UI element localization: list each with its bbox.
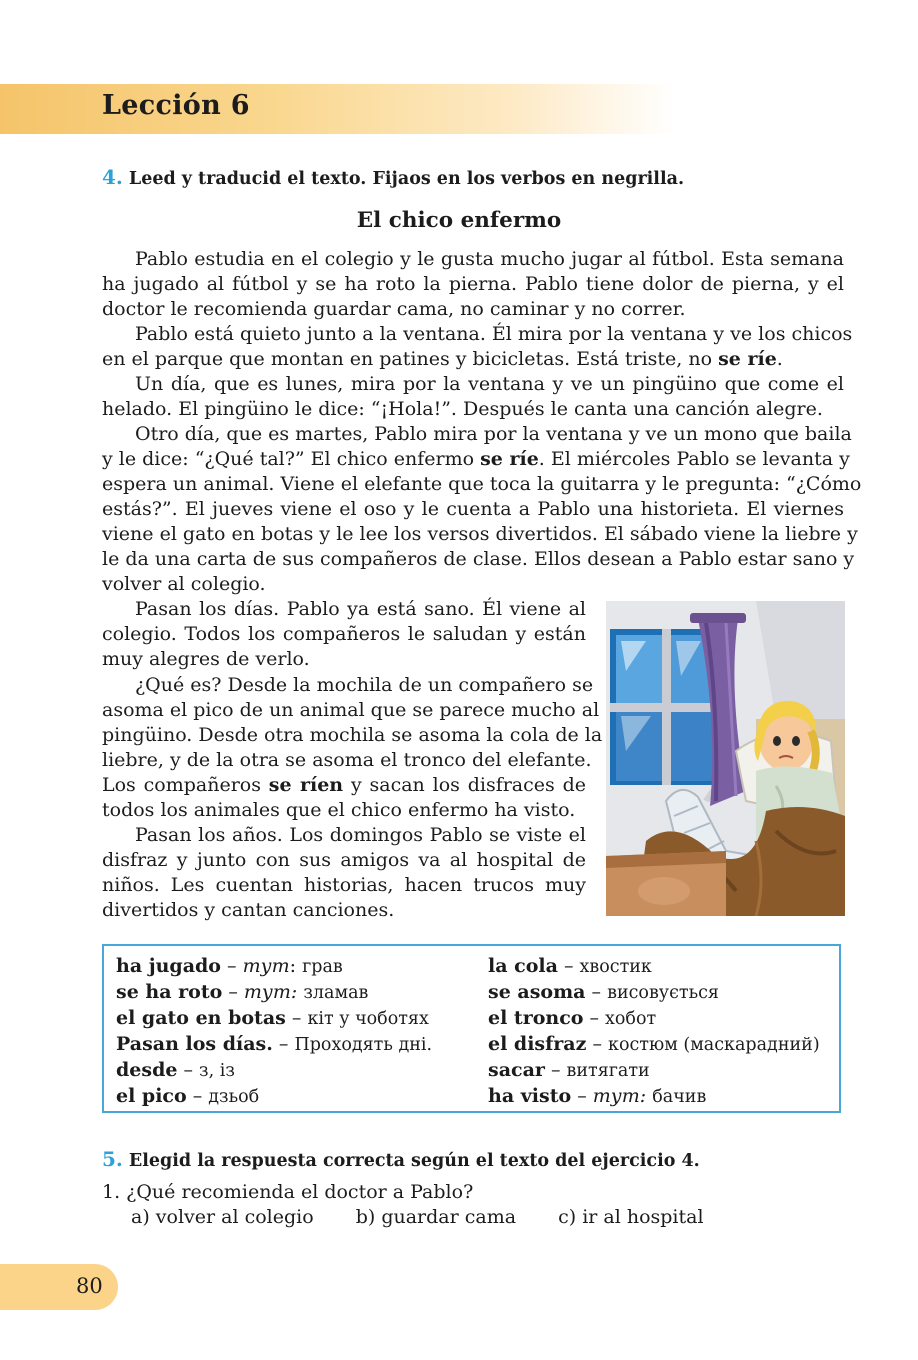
text-line: [102, 347, 844, 372]
text-run: Los compañeros: [102, 774, 269, 796]
text-line: [102, 447, 850, 472]
text-line: Un día, que es lunes, mira por la ventana y ve un pingüino que come el: [135, 373, 844, 395]
vocabulary-entry: [488, 1084, 820, 1110]
exercise-number: 5.: [102, 1147, 123, 1171]
vocabulary-term: el gato en botas: [116, 1007, 286, 1029]
vocabulary-translation: витягати: [566, 1061, 650, 1081]
vocabulary-term: desde: [116, 1059, 178, 1081]
vocabulary-entry: [488, 1006, 820, 1032]
text-line: todos los animales que el chico enfermo ha visto.: [102, 799, 576, 821]
usage-note: тут: [242, 955, 290, 977]
separator: –: [583, 1007, 606, 1029]
vocabulary-translation: кіт у чоботях: [307, 1009, 429, 1029]
answer-option-b: b) guardar cama: [355, 1206, 517, 1228]
vocabulary-term: ha visto: [488, 1085, 572, 1107]
answer-option-a: a) volver al colegio: [131, 1206, 314, 1228]
story-paragraph: [102, 673, 603, 823]
vocabulary-column-right: [488, 954, 820, 1110]
text-line: disfraz y junto con sus amigos va al hospital de: [102, 849, 586, 871]
vocabulary-translation: грав: [302, 957, 343, 977]
text-line: colegio. Todos los compañeros le saludan y están: [102, 623, 586, 645]
vocabulary-term: la cola: [488, 955, 558, 977]
vocabulary-term: el tronco: [488, 1007, 584, 1029]
vocabulary-term: el disfraz: [488, 1033, 587, 1055]
answer-options: [131, 1206, 740, 1228]
text-line: le da una carta de sus compañeros de clase. Ellos desean a Pablo estar sano y: [102, 548, 855, 570]
vocabulary-term: Pasan los días.: [116, 1033, 273, 1055]
vocabulary-entry: [488, 980, 820, 1006]
vocabulary-entry: [488, 1032, 820, 1058]
answer-option-c: c) ir al hospital: [558, 1206, 704, 1228]
vocabulary-term: sacar: [488, 1059, 545, 1081]
vocabulary-translation: з, із: [199, 1061, 235, 1081]
story-paragraph: [102, 372, 844, 422]
story-paragraph: [102, 597, 586, 672]
question-1: 1. ¿Qué recomienda el doctor a Pablo?: [102, 1181, 474, 1203]
text-line: pingüino. Desde otra mochila se asoma la cola de la: [102, 724, 603, 746]
page-number: 80: [76, 1274, 103, 1298]
text-line: muy alegres de verlo.: [102, 648, 310, 670]
vocabulary-translation: хобот: [605, 1009, 657, 1029]
text-line: Pablo está quieto junto a la ventana. Él mira por la ventana y ve los chicos: [135, 323, 853, 345]
text-line: divertidos y cantan canciones.: [102, 899, 395, 921]
vocabulary-entry: [116, 1006, 432, 1032]
separator: –: [285, 1007, 308, 1029]
separator: –: [544, 1059, 567, 1081]
vocabulary-translation: бачив: [652, 1087, 707, 1107]
vocabulary-term: se ha roto: [116, 981, 223, 1003]
text-line: estás?”. El jueves viene el oso y le cuenta a Pablo una historieta. El viernes: [102, 498, 844, 520]
story-paragraph: [102, 322, 853, 372]
bold-verb: se ríen: [268, 774, 344, 796]
usage-note: тут:: [592, 1085, 647, 1107]
vocabulary-translation: зламав: [303, 983, 369, 1003]
text-line: [102, 773, 586, 798]
separator: –: [186, 1085, 209, 1107]
separator: –: [585, 981, 608, 1003]
vocabulary-column-left: [116, 954, 432, 1110]
text-run: . El miércoles Pablo se levanta y: [538, 448, 850, 470]
text-line: volver al colegio.: [102, 573, 266, 595]
vocabulary-entry: [116, 954, 432, 980]
vocabulary-translation: костюм (маскарадний): [608, 1035, 820, 1055]
vocabulary-translation: Проходять дні.: [294, 1035, 433, 1055]
vocabulary-term: se asoma: [488, 981, 586, 1003]
text-line: ¿Qué es? Desde la mochila de un compañero se: [135, 674, 594, 696]
vocabulary-entry: [116, 980, 432, 1006]
separator: –: [586, 1033, 608, 1055]
vocabulary-entry: [116, 1032, 432, 1058]
bold-verb: se ríe: [718, 348, 777, 370]
text-run: y sacan los disfraces de: [343, 774, 586, 796]
vocabulary-term: el pico: [116, 1085, 187, 1107]
text-line: helado. El pingüino le dice: “¡Hola!”. Después le canta una canción alegre.: [102, 398, 823, 420]
bold-verb: se ríe: [480, 448, 539, 470]
lesson-title: Lección 6: [102, 90, 250, 121]
separator: –: [177, 1059, 200, 1081]
text-line: liebre, y de la otra se asoma el tronco del elefante.: [102, 749, 592, 771]
text-line: ha jugado al fútbol y se ha roto la pierna. Pablo tiene dolor de pierna, y el: [102, 273, 844, 295]
exercise-number: 4.: [102, 165, 123, 189]
text-run: .: [776, 348, 783, 370]
text-line: Otro día, que es martes, Pablo mira por la ventana y ve un mono que baila: [135, 423, 852, 445]
vocabulary-entry: [116, 1058, 432, 1084]
separator: –: [272, 1033, 295, 1055]
text-line: Pablo estudia en el colegio y le gusta mucho jugar al fútbol. Esta semana: [135, 248, 844, 270]
text-run: en el parque que montan en patines y bicicletas. Está triste, no: [102, 348, 719, 370]
separator: –: [571, 1085, 593, 1107]
text-run: y le dice: “¿Qué tal?” El chico enfermo: [102, 448, 481, 470]
text-line: Pasan los años. Los domingos Pablo se viste el: [135, 824, 586, 846]
story-paragraph: [102, 422, 862, 597]
vocabulary-entry: [488, 1058, 820, 1084]
text-line: asoma el pico de un animal que se parece mucho al: [102, 699, 600, 721]
story-title: El chico enfermo: [356, 208, 562, 233]
story-paragraph: [102, 823, 586, 923]
text-line: espera un animal. Viene el elefante que toca la guitarra y le pregunta: “¿Cómo: [102, 473, 862, 495]
separator: –: [222, 981, 244, 1003]
text-line: Pasan los días. Pablo ya está sano. Él viene al: [135, 598, 586, 620]
vocabulary-box: [102, 944, 841, 1113]
usage-note: тут:: [243, 981, 298, 1003]
text-line: doctor le recomienda guardar cama, no caminar y no correr.: [102, 298, 686, 320]
story-paragraph: [102, 247, 844, 322]
vocabulary-entry: [116, 1084, 432, 1110]
text-line: viene el gato en botas y le lee los versos divertidos. El sábado viene la liebre y: [102, 523, 858, 545]
vocabulary-term: ha jugado: [116, 955, 221, 977]
exercise-instruction: Elegid la respuesta correcta según el texto del ejercicio 4.: [128, 1151, 700, 1171]
vocabulary-translation: дзьоб: [208, 1087, 260, 1107]
separator: –: [557, 955, 580, 977]
exercise-instruction: Leed y traducid el texto. Fijaos en los verbos en negrilla.: [128, 169, 685, 189]
sick-boy-illustration: [606, 601, 845, 916]
separator: :: [289, 955, 303, 977]
exercise-5-heading: [102, 1147, 700, 1171]
vocabulary-entry: [488, 954, 820, 980]
vocabulary-translation: хвостик: [579, 957, 652, 977]
text-line: niños. Les cuentan historias, hacen trucos muy: [102, 874, 586, 896]
vocabulary-translation: висовується: [607, 983, 719, 1003]
exercise-4-heading: [102, 165, 684, 189]
separator: –: [220, 955, 243, 977]
